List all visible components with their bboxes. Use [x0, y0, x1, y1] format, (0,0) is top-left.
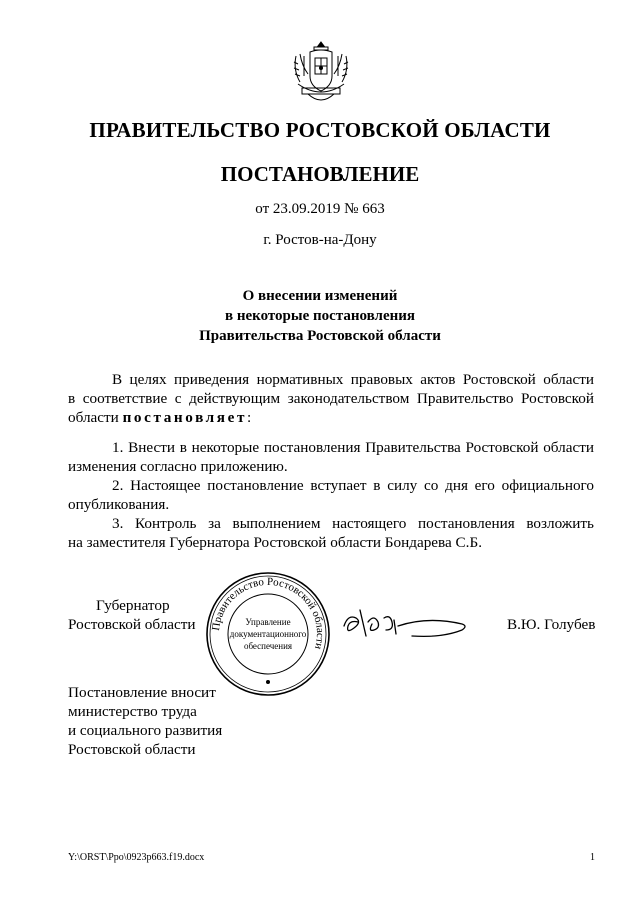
signatory-position: Губернатор: [96, 597, 170, 614]
decree-keyword: постановляет: [122, 409, 248, 426]
stamp-ring-text: Правительство Ростовской области: [210, 575, 327, 651]
stamp-inner-line: Управление: [245, 617, 291, 627]
signatory-region: Ростовской области: [68, 616, 196, 633]
preamble-line-start: области: [68, 409, 123, 426]
decree-items: [68, 438, 594, 552]
item-3-line: на заместителя Губернатора Ростовской области Бондарева С.Б.: [68, 534, 482, 551]
submitted-by-line: Ростовской области: [68, 741, 196, 758]
subject-line: Правительства Ростовской области: [199, 328, 441, 344]
stamp-inner-line: обеспечения: [243, 641, 293, 651]
date-number: от 23.09.2019 № 663: [255, 201, 385, 217]
item-3-line: 3. Контроль за выполнением настоящего постановления возложить: [112, 515, 594, 532]
preamble-line-end: :: [247, 409, 252, 426]
item-2-line: 2. Настоящее постановление вступает в силу со дня его официального: [112, 477, 594, 494]
document-subject: [0, 286, 640, 346]
official-stamp: [204, 570, 332, 698]
preamble-line: [68, 408, 594, 427]
signatory-name: В.Ю. Голубев: [507, 616, 596, 633]
handwritten-signature: [338, 604, 478, 644]
coat-of-arms-emblem: [290, 38, 352, 110]
preamble-line: в соответствие с действующим законодательством Правительство Ростовской: [68, 390, 594, 407]
subject-line: О внесении изменений: [242, 288, 398, 304]
subject-line: в некоторые постановления: [224, 308, 416, 324]
preamble: [68, 370, 594, 427]
stamp-inner-line: документационного: [229, 629, 307, 639]
submitted-by-line: министерство труда: [68, 703, 197, 720]
item-1-line: 1. Внести в некоторые постановления Правительства Ростовской области: [112, 439, 594, 456]
item-2-line: опубликования.: [68, 496, 170, 513]
authority-title: ПРАВИТЕЛЬСТВО РОСТОВСКОЙ ОБЛАСТИ: [89, 118, 551, 142]
submitted-by-line: Постановление вносит: [68, 684, 216, 701]
document-type: ПОСТАНОВЛЕНИЕ: [220, 162, 420, 186]
item-1-line: изменения согласно приложению.: [68, 458, 288, 475]
file-path: Y:\ORST\Ppo\0923p663.f19.docx: [68, 852, 205, 863]
submitted-by: [68, 683, 222, 759]
page-number: 1: [590, 852, 595, 863]
submitted-by-line: и социального развития: [68, 722, 223, 739]
preamble-line: В целях приведения нормативных правовых актов Ростовской области: [112, 371, 594, 388]
city: г. Ростов-на-Дону: [263, 232, 377, 248]
